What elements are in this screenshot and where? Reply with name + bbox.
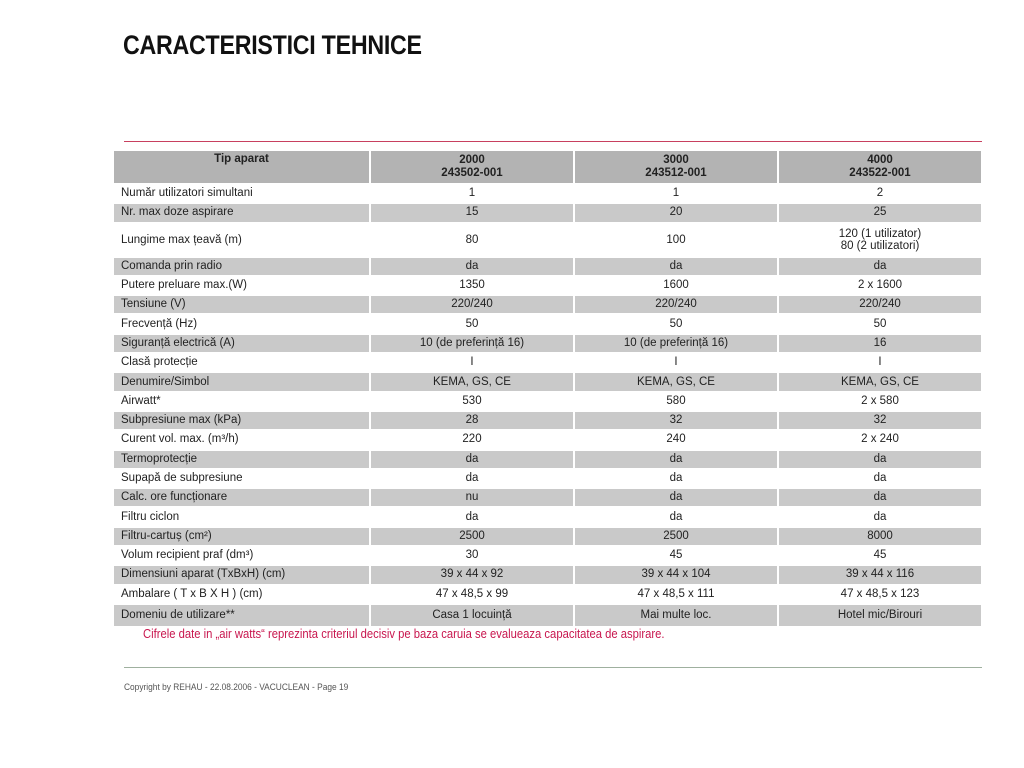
row-value: 10 (de preferință 16) xyxy=(574,334,778,353)
row-label: Putere preluare max.(W) xyxy=(114,276,370,295)
row-value: 20 xyxy=(574,203,778,222)
row-label: Siguranță electrică (A) xyxy=(114,334,370,353)
row-value: da xyxy=(778,488,982,507)
row-label: Dimensiuni aparat (TxBxH) (cm) xyxy=(114,565,370,584)
model-name: 3000 xyxy=(663,154,689,166)
model-code: 243522-001 xyxy=(849,167,911,179)
row-label: Lungime max țeavă (m) xyxy=(114,223,370,257)
row-value: 2500 xyxy=(574,527,778,546)
row-value: da xyxy=(370,469,574,488)
row-label: Volum recipient praf (dm³) xyxy=(114,546,370,565)
row-value: 2 xyxy=(778,184,982,203)
row-value: 2 x 1600 xyxy=(778,276,982,295)
row-value: 39 x 44 x 92 xyxy=(370,565,574,584)
row-label: Termoprotecție xyxy=(114,450,370,469)
row-value: 50 xyxy=(778,314,982,333)
row-label: Filtru ciclon xyxy=(114,507,370,526)
row-value: 220/240 xyxy=(574,295,778,314)
table-row xyxy=(114,546,982,565)
table-row xyxy=(114,372,982,391)
row-value: Mai multe loc. xyxy=(574,604,778,626)
row-value: 80 xyxy=(370,223,574,257)
table-row xyxy=(114,353,982,372)
airwatt-footnote: Cifrele date in „air watts“ reprezinta criteriul decisiv pe baza caruia se evalueaza capacitatea de aspirare. xyxy=(143,627,665,641)
row-value: da xyxy=(370,450,574,469)
slide-title: CARACTERISTICI TEHNICE xyxy=(123,30,422,60)
row-value: da xyxy=(574,488,778,507)
row-label: Supapă de subpresiune xyxy=(114,469,370,488)
table-row xyxy=(114,392,982,411)
table-row xyxy=(114,257,982,276)
row-value: 1600 xyxy=(574,276,778,295)
row-value: Hotel mic/Birouri xyxy=(778,604,982,626)
row-label: Tensiune (V) xyxy=(114,295,370,314)
row-label: Curent vol. max. (m³/h) xyxy=(114,430,370,449)
row-value: da xyxy=(778,257,982,276)
table-row xyxy=(114,450,982,469)
row-value: I xyxy=(778,353,982,372)
row-label: Domeniu de utilizare** xyxy=(114,604,370,626)
specs-table-body xyxy=(114,184,982,626)
row-value: 1350 xyxy=(370,276,574,295)
row-label: Airwatt* xyxy=(114,392,370,411)
model-name: 4000 xyxy=(867,154,893,166)
row-label: Nr. max doze aspirare xyxy=(114,203,370,222)
table-header-row xyxy=(114,151,982,184)
row-value: 8000 xyxy=(778,527,982,546)
row-value: KEMA, GS, CE xyxy=(370,372,574,391)
row-label: Denumire/Simbol xyxy=(114,372,370,391)
row-value: 16 xyxy=(778,334,982,353)
row-value: 240 xyxy=(574,430,778,449)
row-value: 47 x 48,5 x 123 xyxy=(778,585,982,604)
row-value: 1 xyxy=(574,184,778,203)
row-label: Clasă protecție xyxy=(114,353,370,372)
row-value: da xyxy=(574,507,778,526)
bottom-divider xyxy=(124,667,982,668)
row-value: 32 xyxy=(778,411,982,430)
table-row xyxy=(114,411,982,430)
row-value: KEMA, GS, CE xyxy=(574,372,778,391)
row-value: 50 xyxy=(370,314,574,333)
row-value: 47 x 48,5 x 111 xyxy=(574,585,778,604)
row-value: 30 xyxy=(370,546,574,565)
table-row xyxy=(114,314,982,333)
row-value: 100 xyxy=(574,223,778,257)
table-row xyxy=(114,585,982,604)
row-value: 220/240 xyxy=(370,295,574,314)
row-value: da xyxy=(778,469,982,488)
copyright-footer: Copyright by REHAU - 22.08.2006 - VACUCLEAN - Page 19 xyxy=(124,682,349,693)
row-value: 32 xyxy=(574,411,778,430)
table-row xyxy=(114,203,982,222)
row-value: 2 x 580 xyxy=(778,392,982,411)
row-value: da xyxy=(778,507,982,526)
row-value: 15 xyxy=(370,203,574,222)
row-value: 45 xyxy=(574,546,778,565)
header-cell-model xyxy=(778,151,982,184)
row-value: da xyxy=(778,450,982,469)
row-value: 28 xyxy=(370,411,574,430)
row-value: da xyxy=(574,450,778,469)
table-row xyxy=(114,527,982,546)
row-label: Subpresiune max (kPa) xyxy=(114,411,370,430)
table-row xyxy=(114,334,982,353)
table-row xyxy=(114,276,982,295)
row-value: 220/240 xyxy=(778,295,982,314)
row-value: nu xyxy=(370,488,574,507)
row-value: 47 x 48,5 x 99 xyxy=(370,585,574,604)
row-label: Filtru-cartuș (cm²) xyxy=(114,527,370,546)
row-value: da xyxy=(370,257,574,276)
table-row xyxy=(114,604,982,626)
row-value: I xyxy=(574,353,778,372)
model-code: 243502-001 xyxy=(441,167,503,179)
table-row xyxy=(114,488,982,507)
row-value: 120 (1 utilizator) 80 (2 utilizatori) xyxy=(778,223,982,257)
row-value: 50 xyxy=(574,314,778,333)
row-label: Număr utilizatori simultani xyxy=(114,184,370,203)
top-divider xyxy=(124,141,982,142)
table-row xyxy=(114,469,982,488)
row-value: Casa 1 locuință xyxy=(370,604,574,626)
table-row xyxy=(114,507,982,526)
row-label: Calc. ore funcționare xyxy=(114,488,370,507)
row-value: 2 x 240 xyxy=(778,430,982,449)
model-name: 2000 xyxy=(459,154,485,166)
header-cell-model xyxy=(370,151,574,184)
table-row xyxy=(114,565,982,584)
header-cell-model xyxy=(574,151,778,184)
table-row xyxy=(114,184,982,203)
model-code: 243512-001 xyxy=(645,167,707,179)
table-row xyxy=(114,223,982,257)
row-value: da xyxy=(574,257,778,276)
table-row xyxy=(114,430,982,449)
row-value: 10 (de preferință 16) xyxy=(370,334,574,353)
row-value: KEMA, GS, CE xyxy=(778,372,982,391)
row-value: da xyxy=(574,469,778,488)
row-label: Comanda prin radio xyxy=(114,257,370,276)
row-value: 45 xyxy=(778,546,982,565)
row-label: Ambalare ( T x B X H ) (cm) xyxy=(114,585,370,604)
table-row xyxy=(114,295,982,314)
row-value: I xyxy=(370,353,574,372)
row-value: 39 x 44 x 104 xyxy=(574,565,778,584)
row-value: 39 x 44 x 116 xyxy=(778,565,982,584)
row-value: da xyxy=(370,507,574,526)
row-value: 2500 xyxy=(370,527,574,546)
specs-table xyxy=(114,151,983,626)
row-value: 25 xyxy=(778,203,982,222)
row-value: 580 xyxy=(574,392,778,411)
row-value: 1 xyxy=(370,184,574,203)
row-label: Frecvență (Hz) xyxy=(114,314,370,333)
row-value: 220 xyxy=(370,430,574,449)
header-cell-type: Tip aparat xyxy=(114,151,370,184)
row-value: 530 xyxy=(370,392,574,411)
